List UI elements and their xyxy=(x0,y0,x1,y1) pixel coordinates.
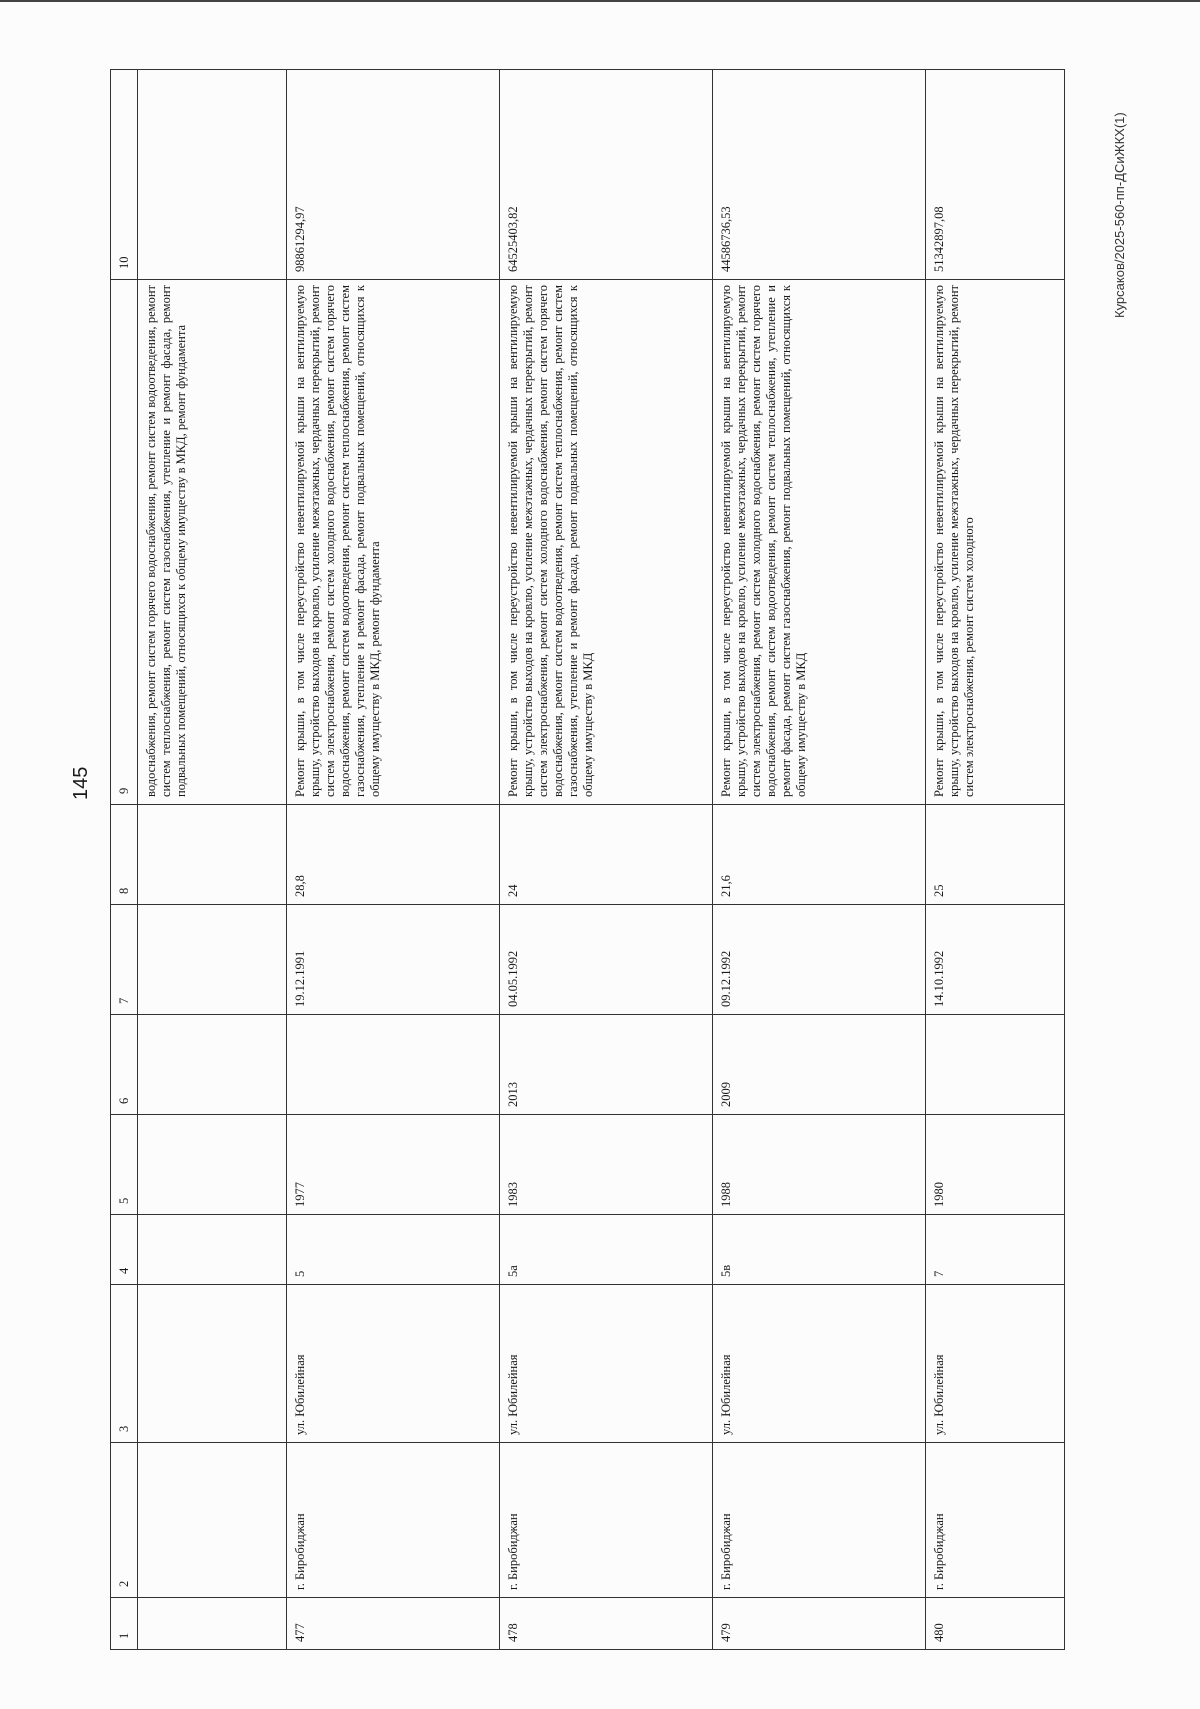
value-cell: 24 xyxy=(500,805,713,905)
header-cell: 10 xyxy=(111,70,138,280)
cost-cell: 98861294,97 xyxy=(287,70,500,280)
header-cell: 7 xyxy=(111,905,138,1015)
date-cell: 09.12.1992 xyxy=(713,905,926,1015)
document-reference: Курсаков/2025-560-пп-ДСиЖКХ(1) xyxy=(1112,112,1127,318)
city-cell: г. Биробиджан xyxy=(500,1443,713,1598)
year-built-cell: 1980 xyxy=(926,1115,1065,1215)
date-cell: 14.10.1992 xyxy=(926,905,1065,1015)
row-number: 477 xyxy=(287,1598,500,1650)
empty-cell xyxy=(138,1598,287,1650)
house-cell: 5а xyxy=(500,1215,713,1285)
street-cell: ул. Юбилейная xyxy=(500,1285,713,1443)
header-cell: 6 xyxy=(111,1015,138,1115)
empty-cell xyxy=(138,905,287,1015)
header-cell: 8 xyxy=(111,805,138,905)
house-cell: 5в xyxy=(713,1215,926,1285)
header-cell: 9 xyxy=(111,280,138,805)
scan-edge-line xyxy=(0,0,1200,2)
value-cell: 21,6 xyxy=(713,805,926,905)
works-cell: Ремонт крыши, в том числе переустройство невентилируемой крыши на вентилируемую крышу, устройство выходов на кровлю, усиление межэтажных, чердачных перекрытий, ремонт систем электроснабжения, ремонт систем холодного водоснабжения, ремонт систем горячего водоснабжения, ремонт систем водоотведения, ремонт систем теплоснабжения, ремонт систем газоснабжения, утепление и ремонт фасада, ремонт подвальных помещений, относящихся к общему имуществу в МКД xyxy=(500,280,713,805)
empty-cell xyxy=(138,1443,287,1598)
works-cell: Ремонт крыши, в том числе переустройство невентилируемой крыши на вентилируемую крышу, устройство выходов на кровлю, усиление межэтажных, чердачных перекрытий, ремонт систем электроснабжения, ремонт систем холодного водоснабжения, ремонт систем горячего водоснабжения, ремонт систем водоотведения, ремонт систем теплоснабжения, утепление и ремонт фасада, ремонт систем газоснабжения, ремонт подвальных помещений, относящихся к общему имуществу в МКД xyxy=(713,280,926,805)
empty-cell xyxy=(138,805,287,905)
empty-cell xyxy=(138,70,287,280)
street-cell: ул. Юбилейная xyxy=(713,1285,926,1443)
header-cell: 3 xyxy=(111,1285,138,1443)
empty-cell xyxy=(138,1285,287,1443)
date-cell: 04.05.1992 xyxy=(500,905,713,1015)
year-built-cell: 1988 xyxy=(713,1115,926,1215)
value-cell: 28,8 xyxy=(287,805,500,905)
continuation-row xyxy=(138,70,287,1650)
cost-cell: 44586736,53 xyxy=(713,70,926,280)
table-row xyxy=(287,70,500,1650)
page-number: 145 xyxy=(70,766,92,800)
city-cell: г. Биробиджан xyxy=(713,1443,926,1598)
year-overhaul-cell xyxy=(287,1015,500,1115)
header-cell: 5 xyxy=(111,1115,138,1215)
table-row xyxy=(713,70,926,1650)
row-number: 480 xyxy=(926,1598,1065,1650)
year-built-cell: 1977 xyxy=(287,1115,500,1215)
house-cell: 5 xyxy=(287,1215,500,1285)
year-overhaul-cell: 2009 xyxy=(713,1015,926,1115)
works-cell: водоснабжения, ремонт систем горячего водоснабжения, ремонт систем водоотведения, ремонт систем теплоснабжения, ремонт систем газоснабжения, утепление и ремонт фасада, ремонт подвальных помещений, относящихся к общему имуществу в МКД, ремонт фундамента xyxy=(138,280,287,805)
house-cell: 7 xyxy=(926,1215,1065,1285)
header-cell: 2 xyxy=(111,1443,138,1598)
year-overhaul-cell xyxy=(926,1015,1065,1115)
street-cell: ул. Юбилейная xyxy=(926,1285,1065,1443)
empty-cell xyxy=(138,1215,287,1285)
works-cell: Ремонт крыши, в том числе переустройство невентилируемой крыши на вентилируемую крышу, устройство выходов на кровлю, усиление межэтажных, чердачных перекрытий, ремонт систем электроснабжения, ремонт систем холодного xyxy=(926,280,1065,805)
date-cell: 19.12.1991 xyxy=(287,905,500,1015)
row-number: 479 xyxy=(713,1598,926,1650)
header-cell: 1 xyxy=(111,1598,138,1650)
empty-cell xyxy=(138,1015,287,1115)
rotated-table-container xyxy=(110,70,1063,1650)
header-cell: 4 xyxy=(111,1215,138,1285)
table-row xyxy=(500,70,713,1650)
city-cell: г. Биробиджан xyxy=(287,1443,500,1598)
cost-cell: 64525403,82 xyxy=(500,70,713,280)
year-built-cell: 1983 xyxy=(500,1115,713,1215)
city-cell: г. Биробиджан xyxy=(926,1443,1065,1598)
row-number: 478 xyxy=(500,1598,713,1650)
street-cell: ул. Юбилейная xyxy=(287,1285,500,1443)
year-overhaul-cell: 2013 xyxy=(500,1015,713,1115)
cost-cell: 51342897,08 xyxy=(926,70,1065,280)
works-cell: Ремонт крыши, в том числе переустройство невентилируемой крыши на вентилируемую крышу, устройство выходов на кровлю, усиление межэтажных, чердачных перекрытий, ремонт систем электроснабжения, ремонт систем холодного водоснабжения, ремонт систем горячего водоснабжения, ремонт систем водоотведения, ремонт систем теплоснабжения, ремонт систем газоснабжения, утепление и ремонт фасада, ремонт подвальных помещений, относящихся к общему имуществу в МКД, ремонт фундамента xyxy=(287,280,500,805)
empty-cell xyxy=(138,1115,287,1215)
works-table xyxy=(110,69,1065,1650)
table-header-row xyxy=(111,70,138,1650)
table-row xyxy=(926,70,1065,1650)
value-cell: 25 xyxy=(926,805,1065,905)
